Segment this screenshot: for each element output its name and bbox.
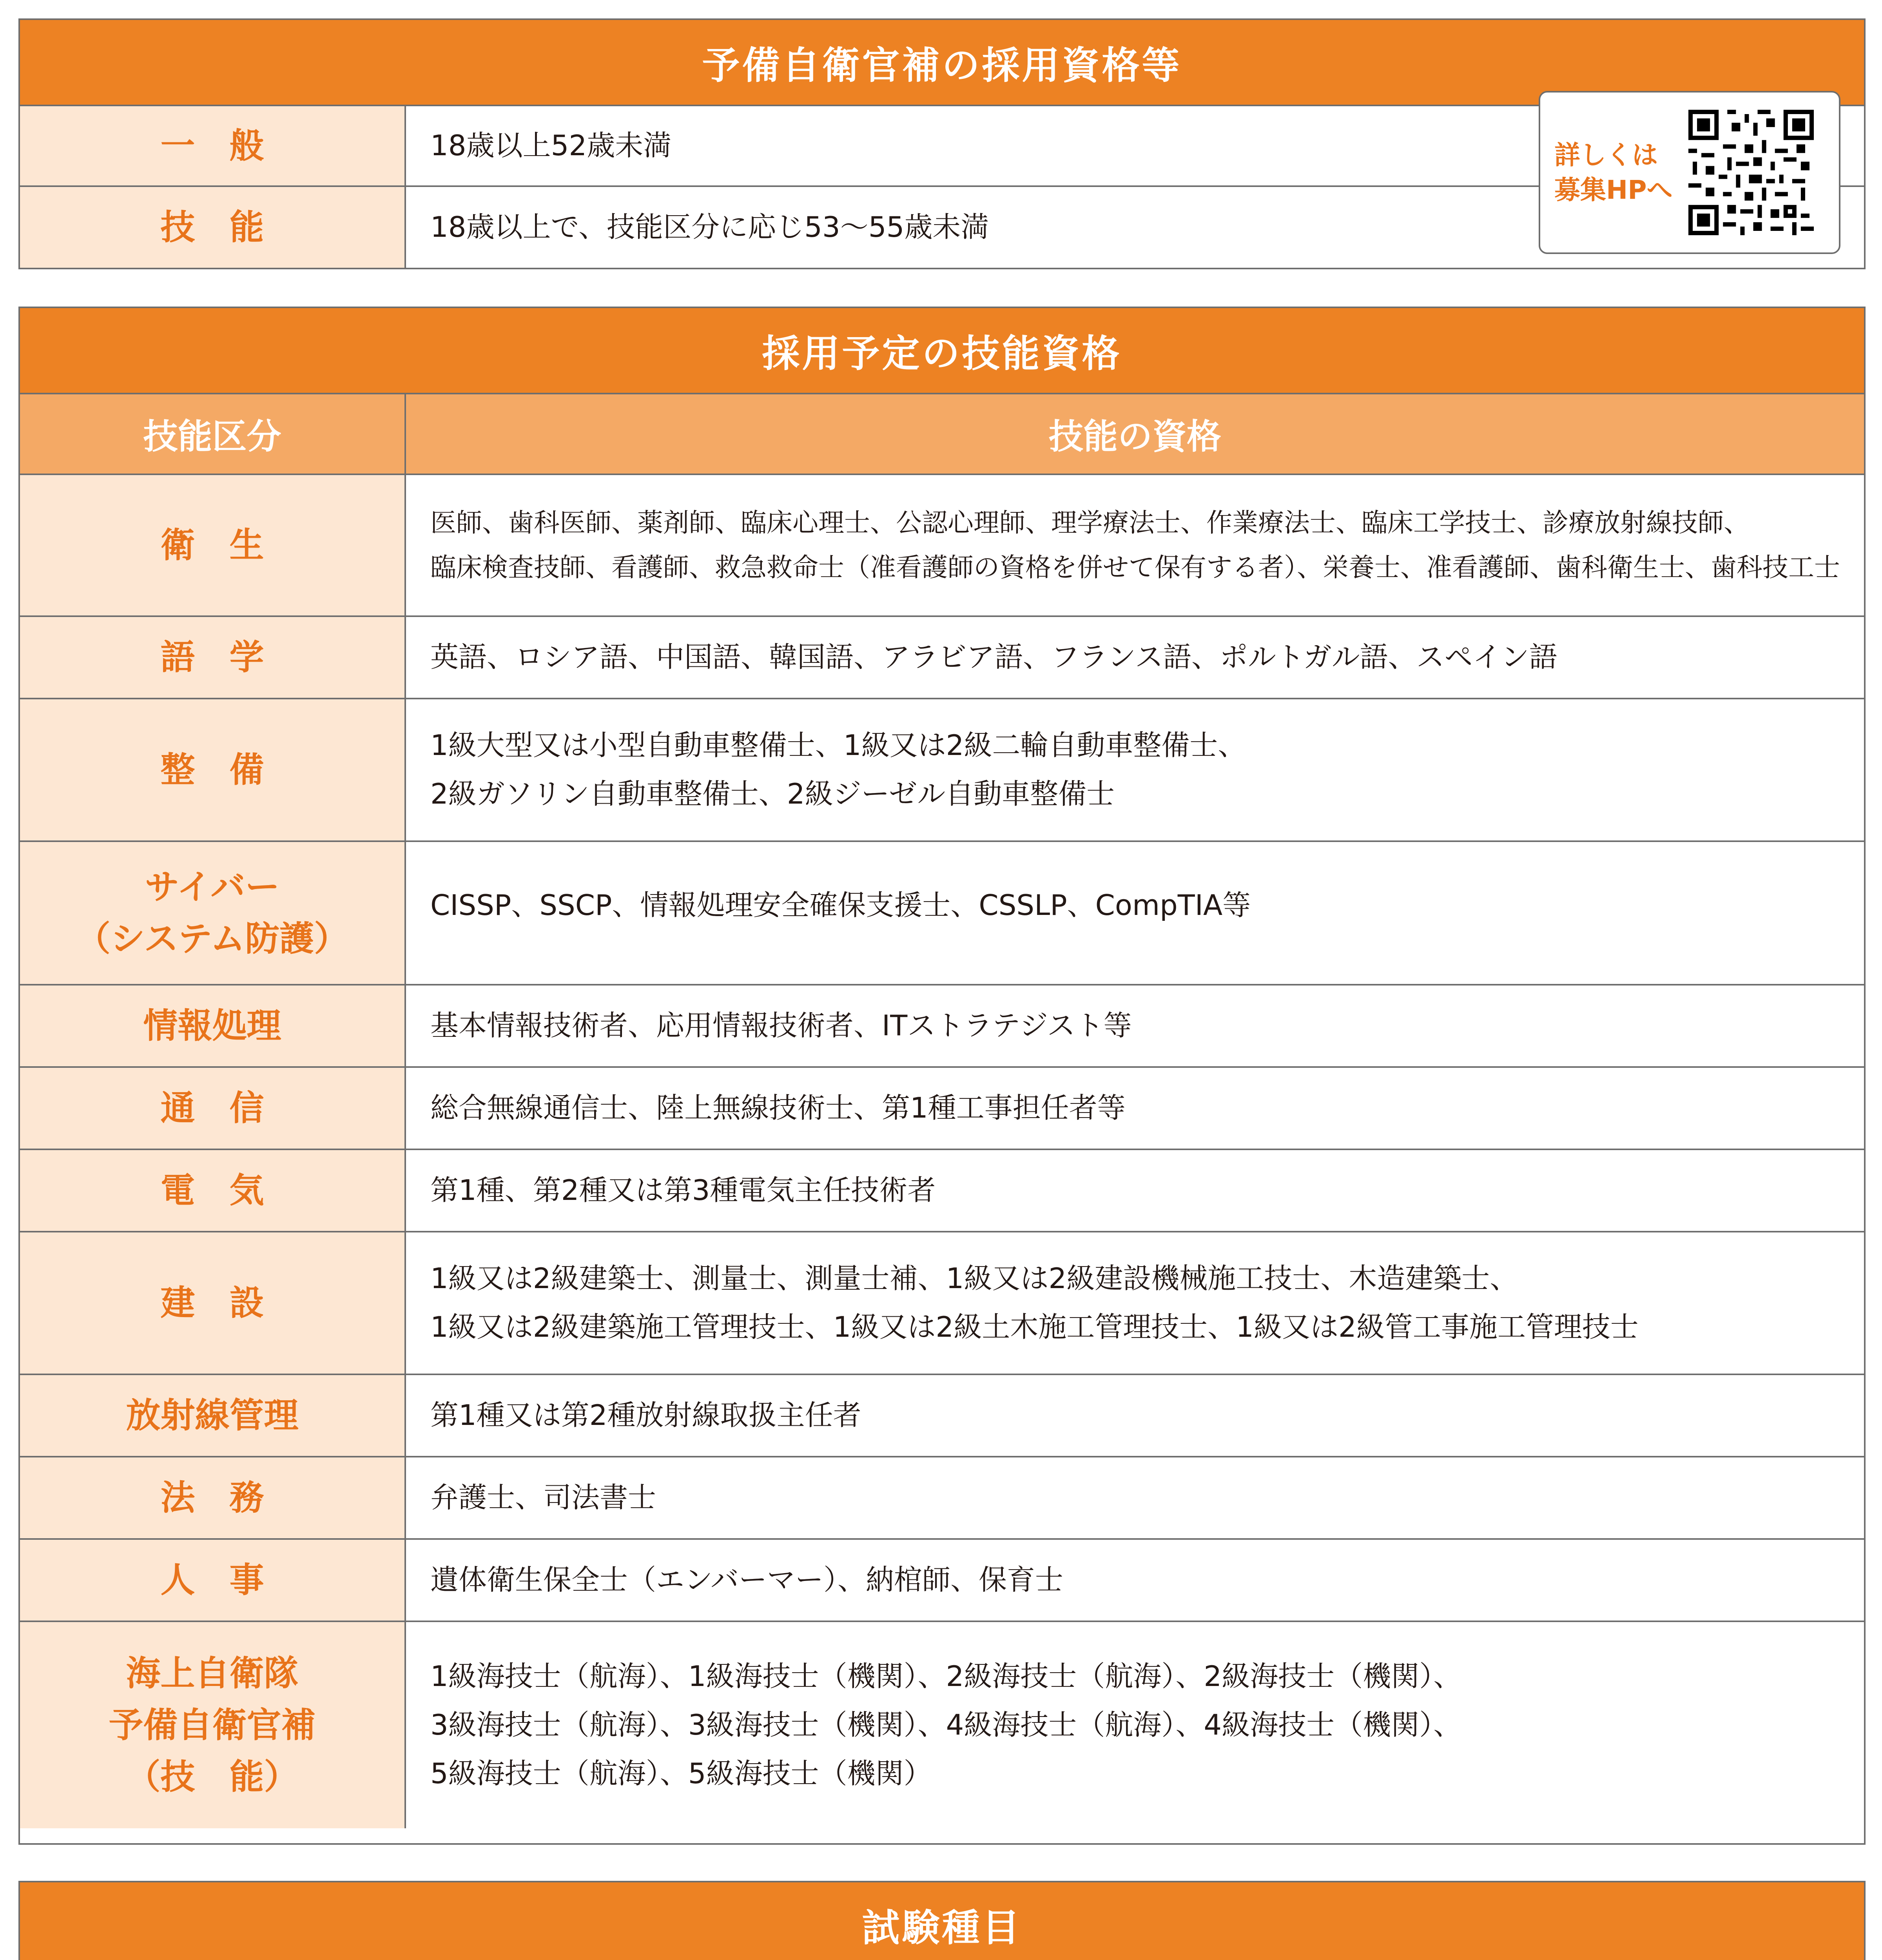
recruitment-hp-qr-box[interactable] — [1539, 91, 1840, 254]
row-label: 技 能 — [20, 187, 406, 268]
qr-caption — [1554, 138, 1684, 207]
table-row — [20, 699, 1864, 842]
row-label — [20, 1375, 406, 1456]
row-value-line: 1級海技士（航海）、1級海技士（機関）、2級海技士（航海）、2級海技士（機関）、 — [430, 1660, 1462, 1693]
row-label-line: 海上自衛隊 — [126, 1653, 299, 1693]
row-label-line: 放射線管理 — [126, 1395, 299, 1436]
row-label — [20, 1457, 406, 1538]
section-title: 試験種目 — [20, 1882, 1864, 1960]
row-value-line: 1級大型又は小型自動車整備士、1級又は2級二輪自動車整備士、 — [430, 729, 1246, 762]
row-label — [20, 985, 406, 1066]
row-label — [20, 1068, 406, 1149]
row-label-line: （システム防護） — [76, 918, 349, 959]
row-label — [20, 1622, 406, 1828]
row-value: 総合無線通信士、陸上無線技術士、第1種工事担任者等 — [430, 1091, 1126, 1125]
column-header: 技能の資格 — [1048, 416, 1221, 457]
row-label — [20, 1150, 406, 1231]
section-title: 採用予定の技能資格 — [20, 308, 1864, 394]
row-value — [406, 1622, 1864, 1828]
row-value-line: 1級又は2級建築士、測量士、測量士補、1級又は2級建設機械施工技士、木造建築士、 — [430, 1262, 1518, 1295]
exam-subjects-section — [18, 1881, 1866, 1960]
row-label-line: 通 信 — [160, 1088, 264, 1128]
row-value-line: 5級海技士（航海）、5級海技士（機関） — [430, 1757, 932, 1790]
row-label-line: 人 事 — [160, 1560, 264, 1600]
row-value: 第1種又は第2種放射線取扱主任者 — [430, 1399, 861, 1432]
row-label — [20, 842, 406, 984]
row-value: 弁護士、司法書士 — [430, 1481, 656, 1514]
row-label-line: 整 備 — [160, 750, 264, 790]
table-row — [20, 1457, 1864, 1540]
row-value — [406, 1232, 1864, 1374]
row-value: 18歳以上で、技能区分に応じ53〜55歳未満 — [430, 211, 989, 244]
row-label-line: 建 設 — [160, 1283, 264, 1323]
row-label-line: 情報処理 — [143, 1005, 281, 1046]
table-row — [20, 1232, 1864, 1375]
row-label-line: 法 務 — [160, 1477, 264, 1518]
row-label-line: （技 能） — [126, 1757, 299, 1797]
qr-caption-line: 募集HPへ — [1554, 175, 1673, 205]
row-value-line: 1級又は2級建築施工管理技士、1級又は2級土木施工管理技士、1級又は2級管工事施工管理技士 — [430, 1310, 1639, 1343]
table-header-row — [20, 394, 1864, 475]
table-row — [20, 475, 1864, 617]
row-label-line: 語 学 — [160, 637, 264, 677]
row-label-line: 電 気 — [160, 1170, 264, 1210]
row-value: CISSP、SSCP、情報処理安全確保支援士、CSSLP、CompTIA等 — [430, 889, 1251, 922]
row-label: 一 般 — [20, 106, 406, 185]
qr-caption-line: 詳しくは — [1554, 140, 1658, 170]
section-title: 予備自衛官補の採用資格等 — [20, 20, 1864, 106]
row-label — [20, 699, 406, 840]
row-label-line: 予備自衛官補 — [109, 1705, 316, 1745]
row-value: 英語、ロシア語、中国語、韓国語、アラビア語、フランス語、ポルトガル語、スペイン語 — [430, 641, 1557, 674]
table-row — [20, 1068, 1864, 1150]
row-label — [20, 1232, 406, 1374]
table-row — [20, 1375, 1864, 1457]
table-row — [20, 1540, 1864, 1622]
row-value — [406, 699, 1864, 840]
qr-code-icon[interactable] — [1688, 110, 1814, 235]
row-value-line: 臨床検査技師、看護師、救急救命士（准看護師の資格を併せて保有する者）、栄養士、准看護師、歯科衛生士、歯科技工士 — [430, 552, 1840, 583]
row-value-line: 2級ガソリン自動車整備士、2級ジーゼル自動車整備士 — [430, 777, 1115, 810]
skill-qualifications-section — [18, 307, 1866, 1845]
row-label-line: サイバー — [145, 867, 280, 907]
row-label — [20, 1540, 406, 1621]
table-row — [20, 1150, 1864, 1232]
row-value-line: 医師、歯科医師、薬剤師、臨床心理士、公認心理師、理学療法士、作業療法士、臨床工学技士、診療放射線技師、 — [430, 508, 1750, 538]
table-row — [20, 1622, 1864, 1828]
row-value: 18歳以上52歳未満 — [430, 129, 672, 162]
row-label — [20, 617, 406, 698]
table-row — [20, 842, 1864, 985]
column-header: 技能区分 — [20, 394, 406, 474]
row-label — [20, 475, 406, 615]
row-value — [406, 475, 1864, 615]
row-value-line: 3級海技士（航海）、3級海技士（機関）、4級海技士（航海）、4級海技士（機関）、 — [430, 1708, 1462, 1742]
row-value: 基本情報技術者、応用情報技術者、ITストラテジスト等 — [430, 1009, 1132, 1042]
row-label-line: 衛 生 — [160, 525, 264, 565]
table-row — [20, 617, 1864, 699]
table-row — [20, 985, 1864, 1068]
row-value: 第1種、第2種又は第3種電気主任技術者 — [430, 1174, 936, 1207]
row-value: 遺体衛生保全士（エンバーマー）、納棺師、保育士 — [430, 1563, 1063, 1597]
